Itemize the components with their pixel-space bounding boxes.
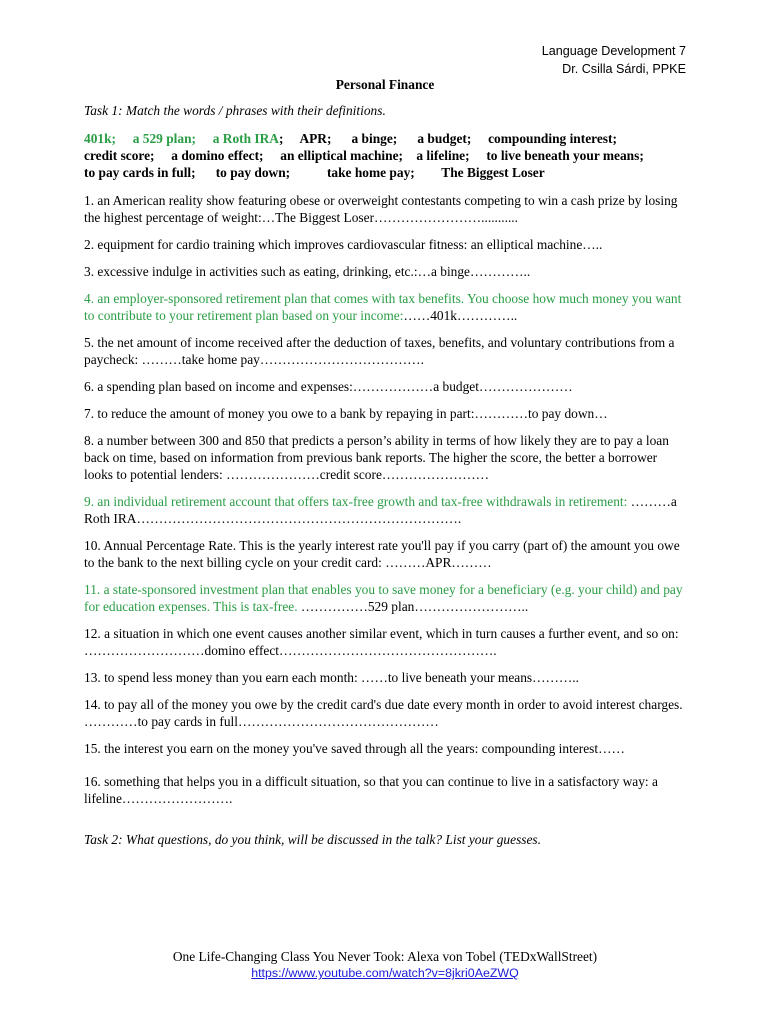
definition-highlight: 9. an individual retirement account that offers tax-free growth and tax-free withdrawals in retirement: — [84, 494, 628, 509]
definition-item — [84, 581, 688, 615]
definition-item — [84, 290, 688, 324]
definition-text: ……………529 plan…………………….. — [297, 599, 529, 614]
word-biggest-loser: The Biggest Loser — [441, 165, 545, 180]
definition-text: 15. the interest you earn on the money you've saved through all the years: compounding interest…… — [84, 741, 625, 756]
word-pay-cards-in-full: to pay cards in full; — [84, 165, 196, 180]
youtube-link[interactable]: https://www.youtube.com/watch?v=8jkri0AeZWQ — [251, 966, 519, 980]
definition-text: ……401k………….. — [403, 308, 518, 323]
word-529-plan: a 529 plan; — [132, 131, 196, 146]
footer-title: One Life-Changing Class You Never Took: Alexa von Tobel (TEDxWallStreet) — [172, 949, 598, 964]
word-apr: APR; — [299, 131, 332, 146]
word-live-beneath-means: to live beneath your means; — [486, 148, 644, 163]
definition-item — [84, 537, 688, 571]
definition-text: 3. excessive indulge in activities such as eating, drinking, etc.:…a binge………….. — [84, 264, 531, 279]
definition-item — [84, 696, 688, 730]
definition-text: 2. equipment for cardio training which improves cardiovascular fitness: an elliptical machine….. — [84, 237, 603, 252]
definition-text: 7. to reduce the amount of money you owe to a bank by repaying in part:…………to pay down… — [84, 406, 608, 421]
word-roth-ira-separator: ; — [278, 131, 284, 146]
word-binge: a binge; — [351, 131, 398, 146]
definition-text: 10. Annual Percentage Rate. This is the yearly interest rate you'll pay if you carry (part of) the amount you owe to the bank to the next billing cycle on your credit card: ………APR……… — [84, 538, 680, 570]
definition-text: 6. a spending plan based on income and expenses:………………a budget………………… — [84, 379, 573, 394]
definition-text: 16. something that helps you in a difficult situation, so that you can continue to live in a satisfactory way: a lifeline……………………. — [84, 774, 658, 806]
page-title: Personal Finance — [335, 77, 435, 92]
task2-instruction: Task 2: What questions, do you think, will be discussed in the talk? List your guesses. — [84, 832, 541, 847]
definitions-list — [84, 192, 688, 807]
definition-item — [84, 405, 688, 422]
definition-item — [84, 378, 688, 395]
document-page — [84, 0, 686, 1024]
course-name: Language Development 7 — [541, 44, 686, 58]
word-bank-row-2 — [84, 147, 688, 164]
definition-item — [84, 432, 688, 483]
definition-text: 1. an American reality show featuring obese or overweight contestants competing to win a cash prize by losing the highest percentage of weight:…The Biggest Loser……………………........... — [84, 193, 678, 225]
word-budget: a budget; — [417, 131, 472, 146]
word-credit-score: credit score; — [84, 148, 155, 163]
word-domino-effect: a domino effect; — [171, 148, 264, 163]
definition-item — [84, 493, 688, 527]
definition-item — [84, 263, 688, 280]
word-bank-row-1 — [84, 130, 688, 147]
definition-text: ………a Roth IRA………………………………………………………………. — [84, 494, 677, 526]
definition-text: 14. to pay all of the money you owe by the credit card's due date every month in order to avoid interest charges. …………to pay cards in full……………………………………… — [84, 697, 683, 729]
definition-text: 13. to spend less money than you earn each month: ……to live beneath your means……….. — [84, 670, 579, 685]
footer — [84, 948, 686, 981]
word-401k: 401k; — [84, 131, 116, 146]
definition-item — [84, 773, 688, 807]
word-roth-ira: a Roth IRA — [212, 131, 279, 146]
definition-item — [84, 236, 688, 253]
word-lifeline: a lifeline; — [416, 148, 470, 163]
word-take-home-pay: take home pay; — [326, 165, 415, 180]
definition-highlight: 11. a state-sponsored investment plan that enables you to save money for a beneficiary (e.g. your child) and pay for education expenses. This is tax-free. — [84, 582, 683, 614]
definition-item — [84, 625, 688, 659]
word-pay-down: to pay down; — [215, 165, 291, 180]
word-bank — [84, 130, 688, 181]
definition-item — [84, 192, 688, 226]
definition-item — [84, 334, 688, 368]
definition-text: 12. a situation in which one event causes another similar event, which in turn causes a further event, and so on: ………………………domino effect…………………………………………. — [84, 626, 679, 658]
definition-item — [84, 740, 688, 757]
definition-item — [84, 669, 688, 686]
definition-text: 8. a number between 300 and 850 that predicts a person’s ability in terms of how likely they are to pay a loan back on time, based on information from previous bank reports. The higher the score, the better a borrower looks to potential lenders: …………………credit score…………………… — [84, 433, 669, 482]
definition-text: 5. the net amount of income received after the deduction of taxes, benefits, and voluntary contributions from a paycheck: ………take home pay………………………………. — [84, 335, 675, 367]
task1-instruction: Task 1: Match the words / phrases with their definitions. — [84, 103, 386, 118]
word-bank-row-3 — [84, 164, 688, 181]
course-header — [542, 42, 686, 78]
word-elliptical-machine: an elliptical machine; — [280, 148, 403, 163]
word-compounding-interest: compounding interest; — [488, 131, 617, 146]
definition-highlight: 4. an employer-sponsored retirement plan that comes with tax benefits. You choose how much money you want to contribute to your retirement plan based on your income: — [84, 291, 682, 323]
instructor-name: Dr. Csilla Sárdi, PPKE — [562, 62, 686, 76]
